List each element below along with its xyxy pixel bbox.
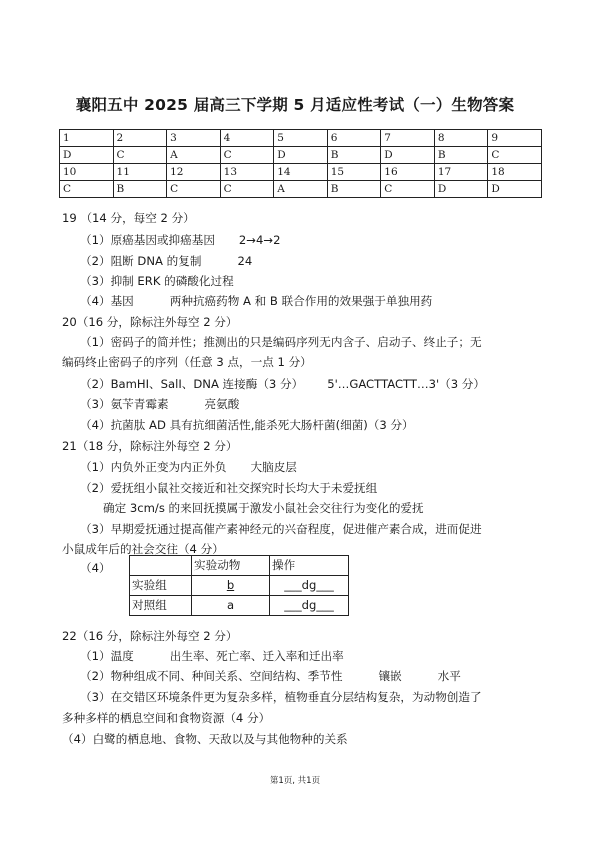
table-cell: 16 [381,164,435,181]
q22-answer-1 [80,649,344,663]
table-cell: 8 [434,130,488,147]
table-cell: a [192,596,270,616]
table-row [60,181,542,198]
table-cell: 操作 [270,556,349,576]
table-cell: 12 [167,164,221,181]
answer-text: （2）BamHI、SalI、DNA 连接酶（3 分） [80,377,304,391]
answer-text: （3）氨苄青霉素 [80,397,169,411]
table-header-row [130,556,349,576]
q20-answer-1: （1）密码子的简并性；推测出的只是编码序列无内含子、启动子、终止子；无 [80,335,482,349]
table-cell: 3 [167,130,221,147]
table-cell: A [167,147,221,164]
q21-answer-2-continued: 确定 3cm/s 的来回抚摸属于激发小鼠社会交往行为变化的爱抚 [103,501,424,515]
table-cell: 实验动物 [192,556,270,576]
table-cell: 14 [274,164,328,181]
table-row [130,596,349,616]
q22-answer-3: （3）在交错区环境条件更为复杂多样，植物垂直分层结构复杂，为动物创造了 [80,690,482,704]
q20-answer-4: （4）抗菌肽 AD 具有抗细菌活性,能杀死大肠杆菌(细菌)（3 分） [80,418,414,432]
table-cell: C [113,147,167,164]
table-cell: C [381,181,435,198]
q20-heading: 20（16 分，除标注外每空 2 分） [62,315,238,329]
table-cell [192,576,270,596]
answer-text: （2）物种组成不同、种间关系、空间结构、季节性 [80,669,343,683]
answer-text: 镶嵌 [378,669,402,683]
table-cell: 11 [113,164,167,181]
answer-text: 两种抗癌药物 A 和 B 联合作用的效果强于单独用药 [169,294,433,308]
experiment-design-table [129,555,349,616]
answer-text: 大脑皮层 [250,460,297,474]
table-cell: B [327,147,381,164]
q22-answer-3-continued: 多种多样的栖息空间和食物资源（4 分） [62,711,271,725]
table-cell: ___dg___ [270,596,349,616]
table-cell: A [274,181,328,198]
table-cell: 5 [274,130,328,147]
cell-text: b [226,578,235,592]
answer-text: 5'…GACTTACTT…3'（3 分） [327,377,485,391]
table-cell: D [488,181,542,198]
answer-text: （1）原癌基因或抑癌基因 [80,233,215,247]
page-footer: 第1页, 共1页 [269,776,321,786]
answer-text: 出生率、死亡率、迁入率和迁出率 [169,649,344,663]
q20-answer-1-continued: 编码终止密码子的序列（任意 3 点，一点 1 分） [62,355,312,369]
table-cell: ___dg___ [270,576,349,596]
table-cell: B [327,181,381,198]
table-cell: C [167,181,221,198]
q20-answer-3 [80,397,239,411]
q19-answer-1 [80,233,280,247]
page-title: 襄阳五中 2025 届高三下学期 5 月适应性考试（一）生物答案 [75,96,515,114]
table-cell: 4 [220,130,274,147]
q19-answer-2 [80,254,252,268]
table-cell: 实验组 [130,576,192,596]
answer-text: 2→4→2 [238,233,281,247]
table-cell: C [220,147,274,164]
table-cell: B [434,147,488,164]
answer-text: （4）基因 [80,294,134,308]
q21-answer-3: （3）早期爱抚通过提高催产素神经元的兴奋程度，促进催产素合成，进而促进 [80,522,482,536]
q21-answer-3-continued: 小鼠成年后的社会交往（4 分） [62,542,224,556]
q22-answer-2 [80,669,461,683]
table-row [60,130,542,147]
table-cell: 6 [327,130,381,147]
table-cell: C [220,181,274,198]
table-cell: 对照组 [130,596,192,616]
table-row [60,164,542,181]
q21-answer-1 [80,460,297,474]
answer-text: （1）温度 [80,649,134,663]
q19-answer-4 [80,294,432,308]
q21-heading: 21（18 分，除标注外每空 2 分） [62,439,238,453]
answer-text: （2）阻断 DNA 的复制 [80,254,202,268]
table-cell: D [60,147,114,164]
table-cell: D [434,181,488,198]
answer-text: 亮氨酸 [204,397,240,411]
table-cell: 17 [434,164,488,181]
table-cell: 18 [488,164,542,181]
table-cell: 2 [113,130,167,147]
table-row [60,147,542,164]
q20-answer-2 [80,377,485,391]
q21-answer-2: （2）爱抚组小鼠社交接近和社交探究时长均大于未爱抚组 [80,481,378,495]
table-cell: 1 [60,130,114,147]
q19-heading: 19 （14 分，每空 2 分） [62,211,195,225]
table-cell: 10 [60,164,114,181]
table-cell: 15 [327,164,381,181]
q22-answer-4: （4）白鹭的栖息地、食物、天敌以及与其他物种的关系 [62,732,348,746]
table-cell: 7 [381,130,435,147]
q21-answer-4-label: （4） [80,561,111,575]
table-cell: 9 [488,130,542,147]
table-cell: 13 [220,164,274,181]
table-cell: D [274,147,328,164]
q22-heading: 22（16 分，除标注外每空 2 分） [62,629,238,643]
table-cell: D [381,147,435,164]
answer-text: 水平 [437,669,461,683]
q19-answer-3: （3）抑制 ERK 的磷酸化过程 [80,274,234,288]
table-cell [130,556,192,576]
table-row [130,576,349,596]
answer-text: 24 [237,254,253,268]
answer-text: （1）内负外正变为内正外负 [80,460,227,474]
multiple-choice-answer-table [59,129,542,198]
table-cell: C [488,147,542,164]
table-cell: B [113,181,167,198]
table-cell: C [60,181,114,198]
